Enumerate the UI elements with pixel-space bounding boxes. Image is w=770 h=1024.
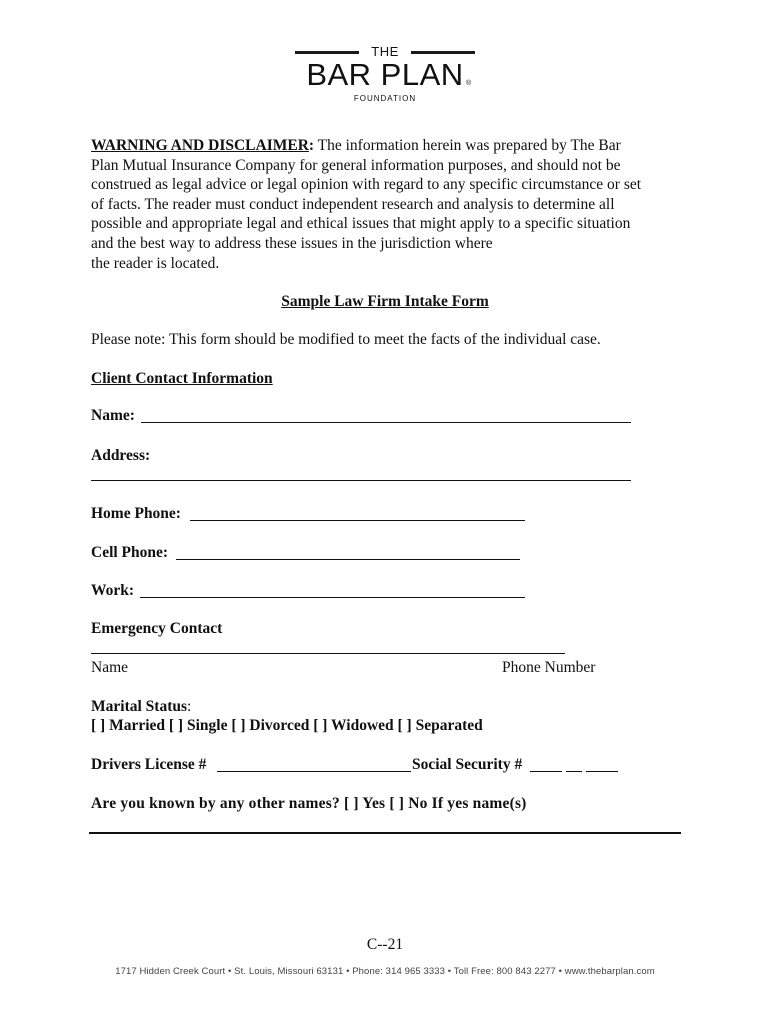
- logo-subtitle: FOUNDATION: [353, 94, 417, 103]
- disclaimer-line: of facts. The reader must conduct independent research and analysis to determine all: [91, 195, 615, 213]
- emergency-phone-label: Phone Number: [502, 659, 596, 676]
- drivers-license-field[interactable]: [217, 771, 411, 772]
- disclaimer-line: the reader is located.: [91, 254, 220, 272]
- ssn-field-part-2[interactable]: [566, 771, 582, 772]
- home-phone-label: Home Phone:: [91, 505, 181, 522]
- disclaimer-paragraph: [91, 136, 691, 273]
- logo-registered-mark: ®: [466, 80, 472, 87]
- disclaimer-line: construed as legal advice or legal opinion with regard to any specific circumstance or set: [91, 176, 642, 194]
- emergency-contact-label: Emergency Contact: [91, 620, 223, 637]
- logo-name: BAR PLAN: [306, 57, 464, 92]
- logo-rule-left: [295, 51, 359, 54]
- name-field[interactable]: [141, 422, 631, 423]
- home-phone-field[interactable]: [190, 520, 525, 521]
- social-security-label: Social Security #: [412, 756, 523, 773]
- marital-status-options[interactable]: [ ] Married [ ] Single [ ] Divorced [ ] Widowed [ ] Separated: [91, 717, 483, 734]
- disclaimer-line: Plan Mutual Insurance Company for general information purposes, and should not be: [91, 156, 621, 174]
- marital-status-text: Marital Status: [91, 698, 188, 715]
- disclaimer-line: and the best way to address these issues in the jurisdiction where: [91, 234, 493, 252]
- other-names-field[interactable]: [89, 832, 681, 834]
- disclaimer-line: possible and appropriate legal and ethical issues that might apply to a specific situation: [91, 215, 631, 233]
- name-label: Name:: [91, 407, 135, 424]
- page-number: C--21: [366, 936, 404, 953]
- work-phone-field[interactable]: [140, 597, 525, 598]
- cell-phone-field[interactable]: [176, 559, 520, 560]
- other-names-question: Are you known by any other names? [ ] Yes [ ] No If yes name(s): [91, 795, 527, 812]
- disclaimer-heading: WARNING AND DISCLAIMER: [91, 137, 309, 154]
- address-label: Address:: [91, 447, 151, 464]
- form-title: Sample Law Firm Intake Form: [281, 293, 489, 310]
- ssn-field-part-3[interactable]: [586, 771, 618, 772]
- disclaimer-heading-colon: :: [308, 137, 315, 154]
- marital-status-label: [91, 697, 191, 717]
- drivers-license-label: Drivers License #: [91, 756, 207, 773]
- address-field[interactable]: [91, 480, 631, 481]
- logo-rule-right: [411, 51, 475, 54]
- disclaimer-first-line: The information herein was prepared by The Bar: [314, 137, 621, 154]
- cell-phone-label: Cell Phone:: [91, 544, 169, 561]
- section-title: Client Contact Information: [91, 370, 273, 387]
- logo-the: THE: [371, 44, 399, 59]
- bar-plan-logo: [285, 44, 485, 106]
- emergency-contact-field[interactable]: [91, 653, 565, 654]
- emergency-name-label: Name: [91, 659, 129, 676]
- work-label: Work:: [91, 582, 135, 599]
- footer-address: 1717 Hidden Creek Court • St. Louis, Missouri 63131 • Phone: 314 965 3333 • Toll Free: 800 843 2277 • www.thebarplan.com: [115, 966, 655, 977]
- ssn-field-part-1[interactable]: [530, 771, 562, 772]
- disclaimer-line: [91, 136, 691, 156]
- marital-status-colon: :: [187, 698, 192, 715]
- form-note: Please note: This form should be modified to meet the facts of the individual case.: [91, 331, 601, 348]
